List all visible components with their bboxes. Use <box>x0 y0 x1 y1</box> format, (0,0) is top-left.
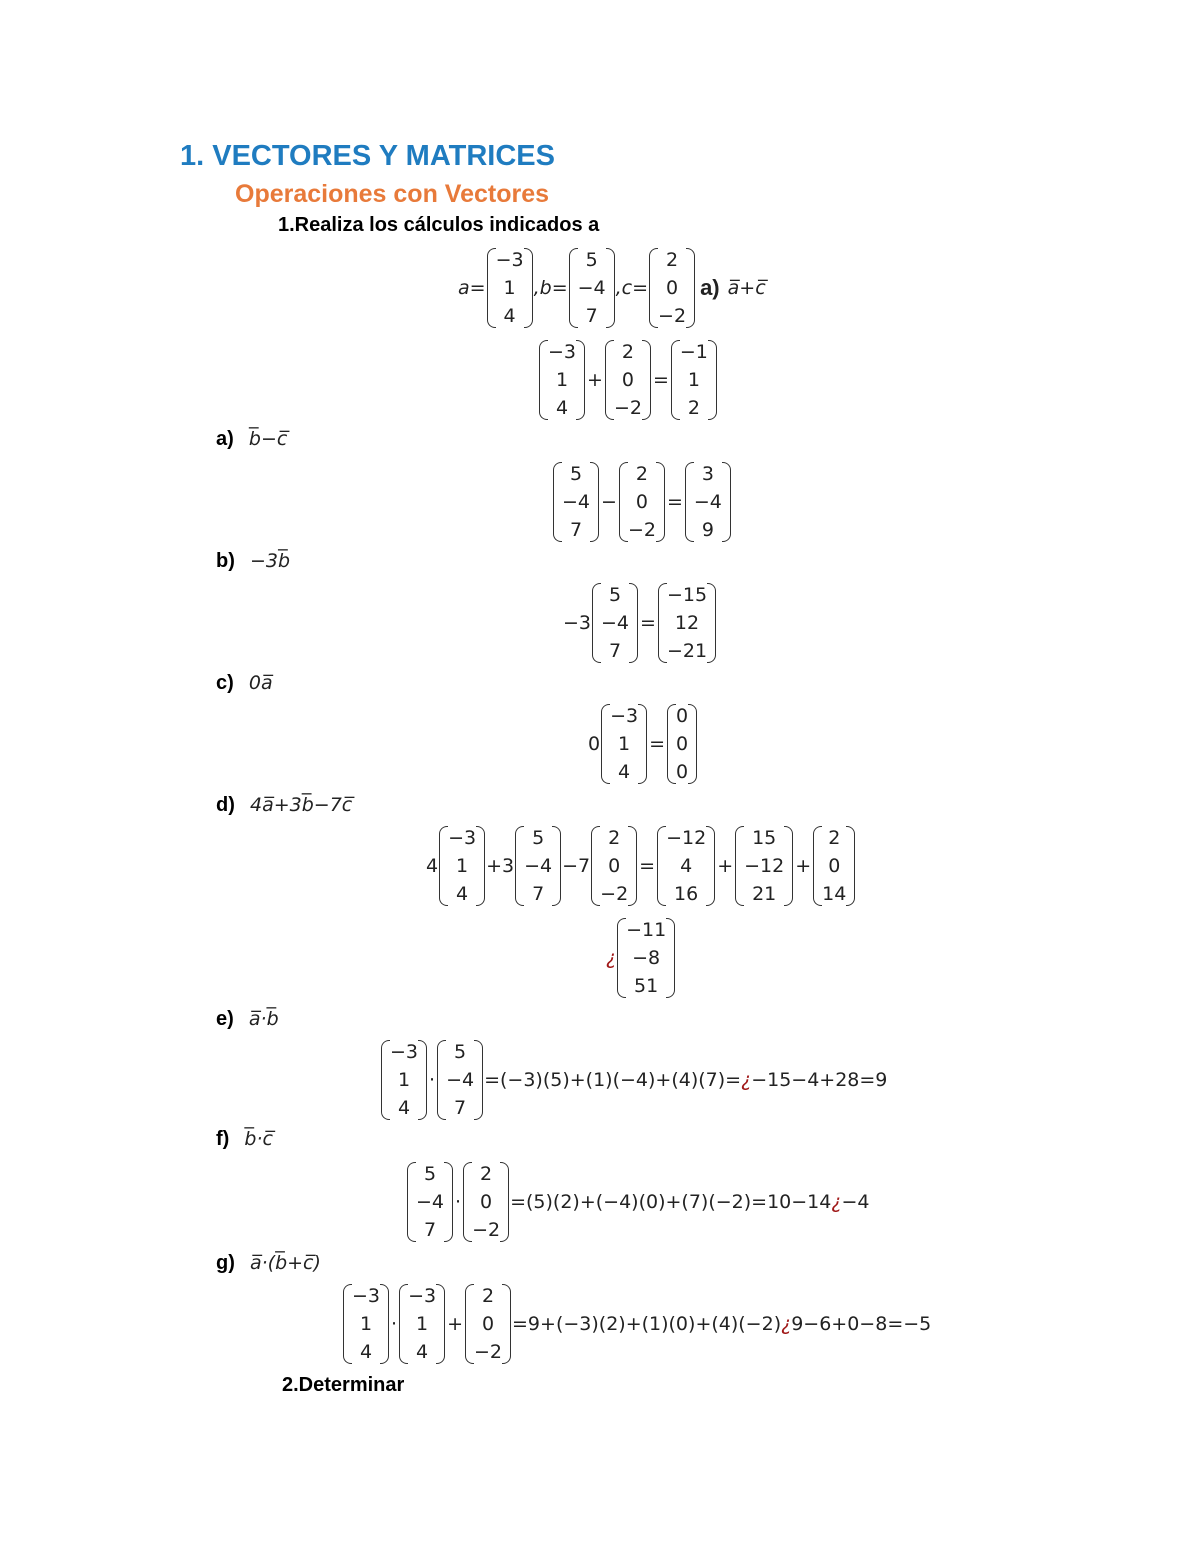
vector-entry: −21 <box>666 640 708 662</box>
vector-entry: −2 <box>474 1341 503 1363</box>
item-expression: a̅·(b̅+c̅) <box>249 1252 321 1274</box>
item-label: d) <box>216 794 235 816</box>
exercise-1-heading: 1.Realiza los cálculos indicados a <box>278 214 600 236</box>
vector-entry: 2 <box>608 827 621 849</box>
vector <box>437 1038 483 1122</box>
equals: = <box>640 612 656 634</box>
vector <box>657 824 715 908</box>
vector-entry: 5 <box>585 249 598 271</box>
item-g-heading <box>216 1252 321 1275</box>
vector <box>605 338 651 422</box>
vector-entry: −3 <box>610 705 639 727</box>
vector <box>539 338 585 422</box>
vector-entry: −12 <box>666 827 707 849</box>
vector-entry: −4 <box>562 491 591 513</box>
vector-entry: −3 <box>448 827 477 849</box>
vector <box>465 1282 511 1366</box>
item-d-result <box>606 916 676 1000</box>
scalar: +3 <box>486 855 515 877</box>
expansion: =(5)(2)+(−4)(0)+(7)(−2)=10−14 <box>510 1191 832 1213</box>
item-expression: 4a̅+3b̅−7c̅ <box>249 794 353 816</box>
vector-c <box>649 246 695 330</box>
item-label: a) <box>216 428 234 450</box>
vector-entry: 14 <box>822 883 847 905</box>
vector <box>601 702 647 786</box>
operator: + <box>717 855 734 877</box>
a-label: a= <box>458 277 486 299</box>
vector <box>515 824 561 908</box>
vector-entry: 1 <box>555 369 569 391</box>
item-expression: b̅·c̅ <box>244 1128 273 1150</box>
vector-entry: −4 <box>416 1191 445 1213</box>
vector-entry: 1 <box>397 1069 411 1091</box>
scalar: −7 <box>562 855 591 877</box>
vector <box>591 824 637 908</box>
vector-entry: 4 <box>618 761 631 783</box>
item-g-work <box>342 1282 931 1366</box>
inverted-question-mark: ¿ <box>831 1191 842 1213</box>
vector-entry: 1 <box>503 277 516 299</box>
vector-entry: −4 <box>693 491 722 513</box>
vector-entry: 2 <box>480 1163 493 1185</box>
item-b-work <box>563 581 717 665</box>
equals: = <box>652 369 669 391</box>
vector <box>381 1038 427 1122</box>
inverted-question-mark: ¿ <box>741 1069 752 1091</box>
scalar: −3 <box>563 612 592 634</box>
vector-entry: −2 <box>658 305 687 327</box>
vector-entry: 2 <box>828 827 841 849</box>
equals: = <box>649 733 666 755</box>
item-c-heading <box>216 672 273 695</box>
operator: + <box>587 369 603 391</box>
vector-entry: 16 <box>674 883 699 905</box>
vector-entry: 0 <box>481 1313 495 1335</box>
exercise-2-heading: 2.Determinar <box>282 1374 405 1396</box>
section-subtitle: Operaciones con Vectores <box>235 180 550 208</box>
vector-entry: 7 <box>608 640 622 662</box>
vector-entry: 7 <box>423 1219 437 1241</box>
item-d-heading <box>216 794 352 817</box>
vector-entry: 5 <box>569 463 583 485</box>
vector-entry: 0 <box>480 1191 493 1213</box>
item-expression: b̅−c̅ <box>248 428 288 450</box>
vector-entry: 4 <box>359 1341 373 1363</box>
item-b-heading <box>216 550 290 573</box>
vector-entry: −3 <box>352 1285 381 1307</box>
vector <box>439 824 485 908</box>
sum-a-c <box>538 338 718 422</box>
vector-entry: −15 <box>666 584 708 606</box>
vector-entry: 1 <box>456 855 469 877</box>
expansion: =(−3)(5)+(1)(−4)+(4)(7)= <box>484 1069 742 1091</box>
vector-entry: 2 <box>481 1285 495 1307</box>
vector <box>735 824 793 908</box>
vector-entry: 4 <box>416 1341 429 1363</box>
vector-entry: 1 <box>618 733 631 755</box>
expansion: =9+(−3)(2)+(1)(0)+(4)(−2) <box>512 1313 782 1335</box>
result-vector <box>667 702 697 786</box>
vector-entry: 0 <box>676 705 689 727</box>
vector <box>553 460 599 544</box>
vector-entry: 4 <box>503 305 516 327</box>
inverted-question-mark: ¿ <box>781 1313 792 1335</box>
b-label: ,b= <box>533 277 568 299</box>
vector-entry: 1 <box>416 1313 429 1335</box>
vector-a <box>487 246 533 330</box>
item-e-heading <box>216 1008 279 1031</box>
vector-entry: 5 <box>608 584 622 606</box>
vector-entry: −11 <box>626 919 667 941</box>
vector-definitions <box>458 246 766 330</box>
vector-entry: −2 <box>600 883 629 905</box>
result-vector <box>671 338 717 422</box>
vector <box>592 581 638 665</box>
item-expression: −3b̅ <box>249 550 291 572</box>
result-text: 9−6+0−8=−5 <box>791 1313 932 1335</box>
vector-entry: −4 <box>601 612 630 634</box>
item-c-work <box>588 702 698 786</box>
item-label: g) <box>216 1252 235 1274</box>
vector <box>619 460 665 544</box>
equals: = <box>639 855 656 877</box>
scalar: 0 <box>588 733 601 755</box>
item-f-heading <box>216 1128 273 1151</box>
vector-entry: 0 <box>621 369 634 391</box>
item-f-work <box>406 1160 869 1244</box>
part-a-expression: a̅+c̅ <box>727 277 766 299</box>
vector-entry: −2 <box>627 519 656 541</box>
scalar: 4 <box>426 855 439 877</box>
vector-entry: 51 <box>634 975 659 997</box>
item-label: e) <box>216 1008 234 1030</box>
vector-entry: 4 <box>397 1097 411 1119</box>
result-vector <box>617 916 675 1000</box>
vector-entry: 4 <box>456 883 469 905</box>
dot-operator: · <box>391 1313 398 1335</box>
vector <box>399 1282 445 1366</box>
vector <box>813 824 855 908</box>
vector-entry: 0 <box>608 855 621 877</box>
vector-entry: −4 <box>577 277 606 299</box>
result-vector <box>658 581 716 665</box>
vector <box>407 1160 453 1244</box>
vector-entry: −2 <box>613 397 642 419</box>
vector-entry: 7 <box>585 305 598 327</box>
vector-entry: 2 <box>666 249 679 271</box>
vector-entry: 15 <box>752 827 777 849</box>
vector-entry: 12 <box>674 612 700 634</box>
vector-entry: 0 <box>635 491 648 513</box>
equals: = <box>666 491 683 513</box>
page-title: 1. VECTORES Y MATRICES <box>180 140 555 172</box>
vector-entry: 7 <box>454 1097 467 1119</box>
vector-entry: 9 <box>701 519 714 541</box>
item-label: b) <box>216 550 235 572</box>
result-text: −4 <box>841 1191 870 1213</box>
operator: − <box>601 491 617 513</box>
c-label: ,c= <box>615 277 649 299</box>
vector-entry: 0 <box>676 733 689 755</box>
result-text: −15−4+28=9 <box>751 1069 888 1091</box>
vector-entry: 1 <box>359 1313 373 1335</box>
operator: + <box>447 1313 463 1335</box>
vector-entry: 0 <box>676 761 689 783</box>
vector-entry: 1 <box>687 369 700 391</box>
vector-entry: 2 <box>687 397 700 419</box>
item-e-work <box>380 1038 887 1122</box>
vector <box>463 1160 509 1244</box>
vector-entry: 2 <box>621 341 634 363</box>
vector-entry: 7 <box>532 883 545 905</box>
dot-operator: · <box>429 1069 436 1091</box>
item-a-work <box>552 460 732 544</box>
vector-entry: −4 <box>446 1069 475 1091</box>
vector <box>343 1282 389 1366</box>
item-expression: a̅·b̅ <box>248 1008 279 1030</box>
operator: + <box>795 855 812 877</box>
vector-entry: −3 <box>408 1285 437 1307</box>
vector-entry: 21 <box>752 883 777 905</box>
vector-entry: −1 <box>679 341 708 363</box>
vector-entry: 0 <box>828 855 841 877</box>
vector-entry: 0 <box>666 277 679 299</box>
vector-entry: 4 <box>680 855 693 877</box>
result-vector <box>685 460 731 544</box>
vector-entry: 7 <box>569 519 583 541</box>
vector-b <box>569 246 615 330</box>
vector-entry: 5 <box>532 827 545 849</box>
vector-entry: 5 <box>423 1163 437 1185</box>
vector-entry: −2 <box>472 1219 501 1241</box>
vector-entry: 4 <box>555 397 569 419</box>
vector-entry: −8 <box>632 947 661 969</box>
item-label: c) <box>216 672 234 694</box>
vector-entry: −4 <box>524 855 553 877</box>
vector-entry: 2 <box>635 463 648 485</box>
dot-operator: · <box>455 1191 462 1213</box>
vector-entry: 3 <box>701 463 714 485</box>
vector-entry: 5 <box>454 1041 467 1063</box>
inverted-question-mark: ¿ <box>606 947 617 969</box>
vector-entry: −3 <box>390 1041 419 1063</box>
item-a-heading <box>216 428 287 451</box>
vector-entry: −3 <box>495 249 524 271</box>
item-expression: 0a̅ <box>248 672 273 694</box>
part-a-label: a) <box>700 275 720 300</box>
vector-entry: −12 <box>744 855 785 877</box>
item-label: f) <box>216 1128 230 1150</box>
item-d-work <box>426 824 856 908</box>
vector-entry: −3 <box>548 341 577 363</box>
